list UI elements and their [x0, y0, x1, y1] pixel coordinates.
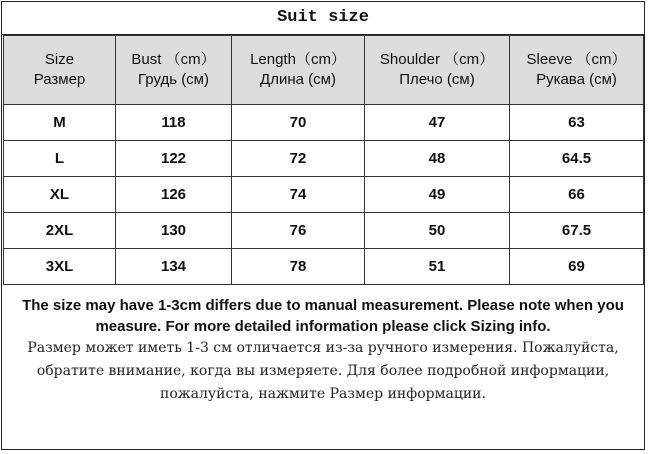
- note-english: The size may have 1-3cm differs due to manual measurement. Please note when you measure. For more detailed information please click Sizing info.: [22, 297, 624, 335]
- table-row: [4, 177, 644, 213]
- cell-sleeve: 66: [510, 177, 644, 213]
- cell-bust: 134: [116, 249, 232, 285]
- cell-length: 70: [232, 105, 365, 141]
- cell-size: L: [4, 141, 116, 177]
- cell-sleeve: 64.5: [510, 141, 644, 177]
- cell-sleeve: 63: [510, 105, 644, 141]
- table-row: [4, 105, 644, 141]
- cell-length: 78: [232, 249, 365, 285]
- cell-sleeve: 67.5: [510, 213, 644, 249]
- cell-bust: 118: [116, 105, 232, 141]
- cell-sleeve: 69: [510, 249, 644, 285]
- table-row: [4, 141, 644, 177]
- header-label-ru: Размер: [33, 71, 86, 88]
- cell-shoulder: 49: [365, 177, 510, 213]
- note-russian: Размер может иметь 1-3 см отличается из-за ручного измерения. Пожалуйста, обратите внимание, когда вы измеряете. Для более подробной информации, пожалуйста, нажмите Размер информации.: [27, 340, 619, 402]
- cell-shoulder: 51: [365, 249, 510, 285]
- header-label-en: Sleeve （cm）: [526, 51, 627, 68]
- cell-bust: 130: [116, 213, 232, 249]
- header-bust: [116, 36, 232, 105]
- cell-shoulder: 48: [365, 141, 510, 177]
- cell-size: 2XL: [4, 213, 116, 249]
- cell-size: M: [4, 105, 116, 141]
- cell-length: 74: [232, 177, 365, 213]
- header-label-en: Bust （cm）: [131, 51, 216, 68]
- table-row: [4, 249, 644, 285]
- table-header-row: [4, 36, 644, 105]
- cell-size: 3XL: [4, 249, 116, 285]
- cell-length: 72: [232, 141, 365, 177]
- header-label-ru: Плечо (см): [399, 71, 475, 88]
- cell-shoulder: 50: [365, 213, 510, 249]
- header-label-en: Shoulder （cm）: [379, 51, 495, 68]
- header-sleeve: [510, 36, 644, 105]
- header-label-en: Size: [44, 51, 75, 68]
- cell-shoulder: 47: [365, 105, 510, 141]
- cell-size: XL: [4, 177, 116, 213]
- measurement-notes: [2, 295, 644, 406]
- size-chart: [1, 1, 645, 450]
- cell-bust: 122: [116, 141, 232, 177]
- header-label-ru: Грудь (см): [138, 71, 209, 88]
- header-length: [232, 36, 365, 105]
- cell-length: 76: [232, 213, 365, 249]
- header-size: [4, 36, 116, 105]
- header-label-en: Length（cm）: [250, 51, 346, 68]
- table-row: [4, 213, 644, 249]
- size-table: [3, 35, 644, 285]
- cell-bust: 126: [116, 177, 232, 213]
- header-label-ru: Рукава (см): [536, 71, 617, 88]
- chart-title: Suit size: [2, 2, 644, 35]
- header-label-ru: Длина (см): [260, 71, 336, 88]
- header-shoulder: [365, 36, 510, 105]
